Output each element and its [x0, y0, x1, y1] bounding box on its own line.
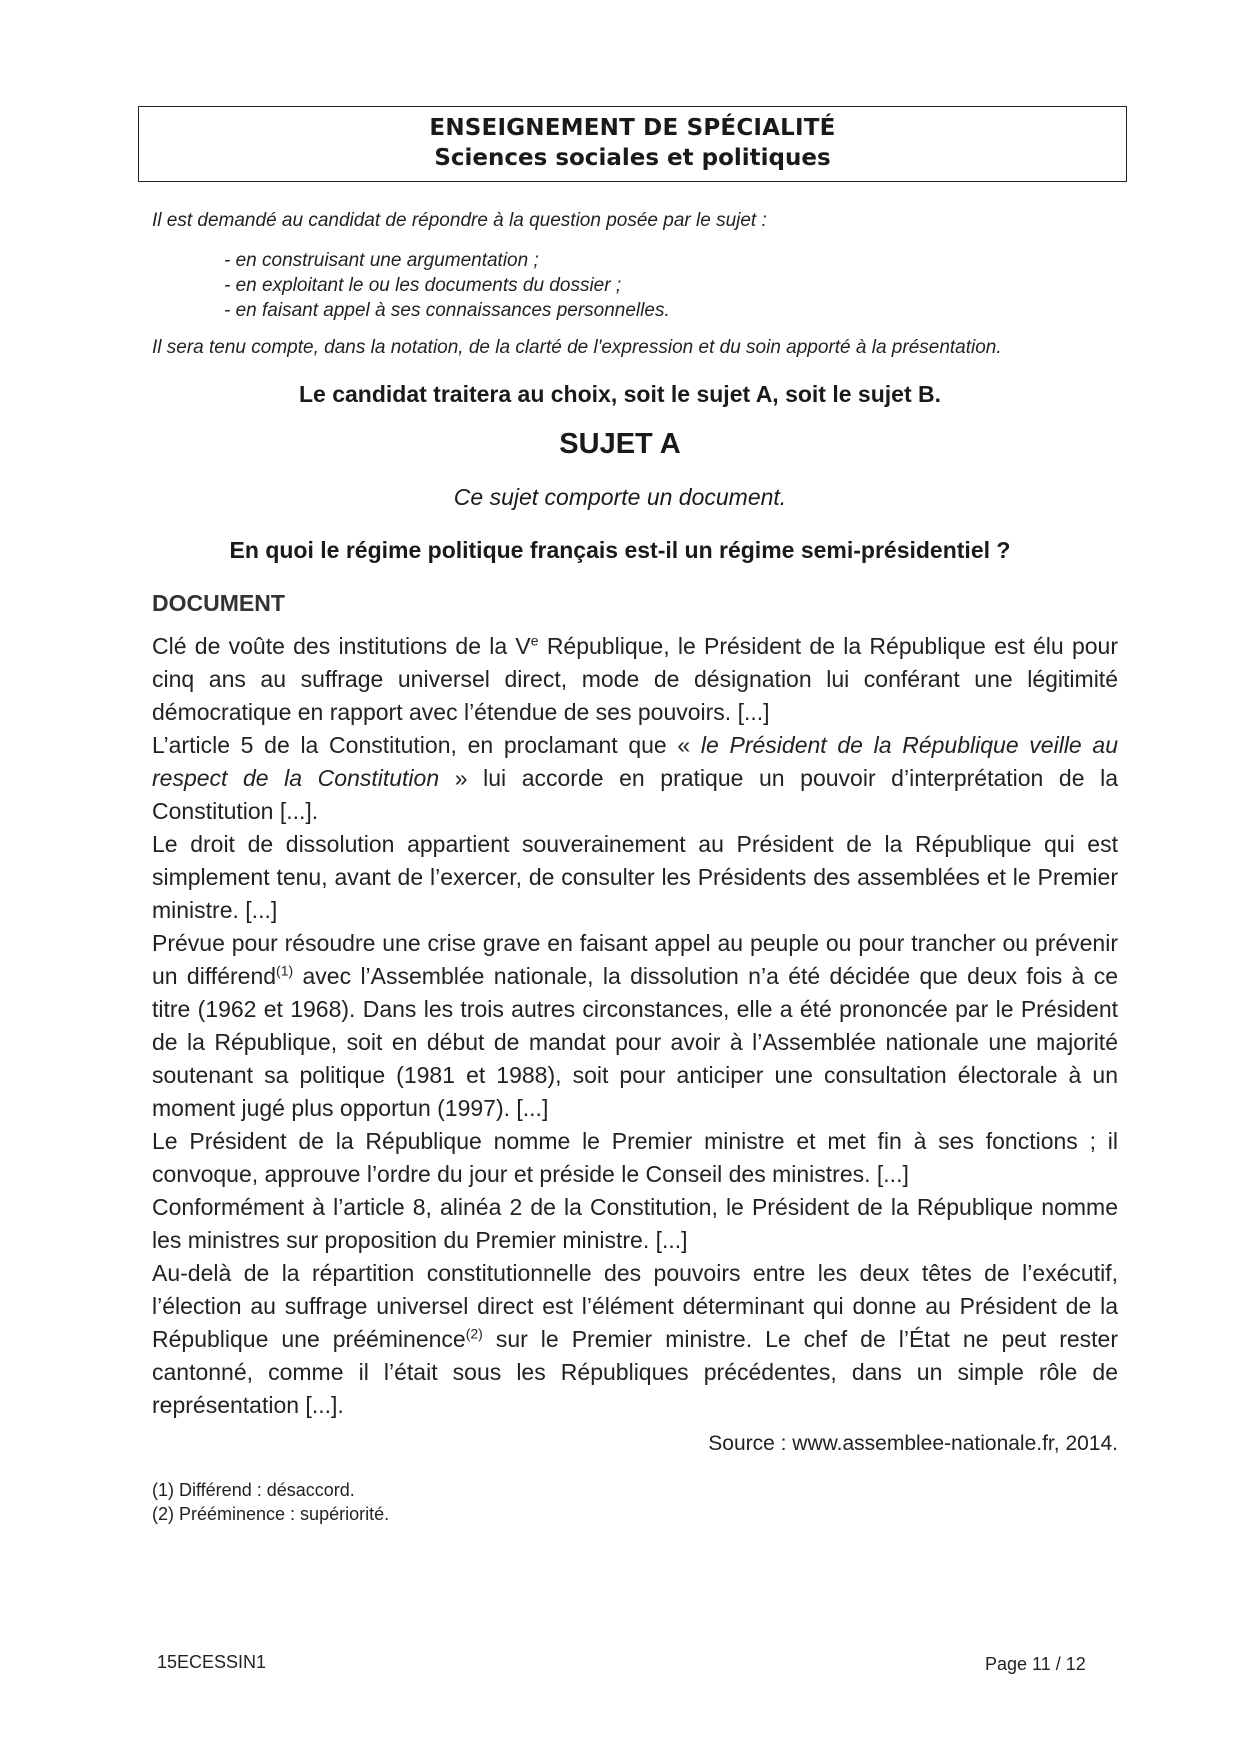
footnote-ref: (2)	[465, 1325, 483, 1342]
subject-question: En quoi le régime politique français est-il un régime semi-présidentiel ?	[229, 537, 1011, 563]
text-span: République, le Président de la République est élu pour cinq ans au suffrage universel direct, mode de désignation lui conférant une légitimité démocratique en rapport avec l’étendue de ses pouvoirs. [...]	[152, 633, 1118, 725]
text-span: » lui accorde en pratique un pouvoir d’interprétation de la Constitution [...].	[152, 765, 1118, 824]
instruction-item: - en exploitant le ou les documents du dossier ;	[224, 275, 622, 296]
subject-note: Ce sujet comporte un document.	[453, 484, 787, 510]
footnote-ref: (1)	[276, 962, 294, 979]
text-span: sur le Premier ministre. Le chef de l’État ne peut rester cantonné, comme il l’était sous les Républiques précédentes, dans un simple rôle de représentation [...].	[152, 1326, 1119, 1418]
text-span: Prévue pour résoudre une crise grave en faisant appel au peuple ou pour trancher ou prévenir un différend	[152, 930, 1118, 989]
subject-title: SUJET A	[559, 428, 681, 460]
choice-statement: Le candidat traitera au choix, soit le sujet A, soit le sujet B.	[298, 381, 942, 407]
footnote-1: (1) Différend : désaccord.	[152, 1480, 355, 1500]
header-title: ENSEIGNEMENT DE SPÉCIALITÉ	[429, 115, 836, 141]
document-paragraph	[152, 630, 1118, 729]
document-paragraph: Le Président de la République nomme le Premier ministre et met fin à ses fonctions ; il convoque, approuve l’ordre du jour et préside le Conseil des ministres. [...]	[152, 1128, 1118, 1187]
footnote-2: (2) Prééminence : supériorité.	[152, 1504, 390, 1524]
exam-code: 15ECESSIN1	[157, 1652, 267, 1672]
document-text	[152, 630, 1118, 1422]
text-span: Au-delà de la répartition constitutionnelle des pouvoirs entre les deux têtes de l’exécutif, l’élection au suffrage universel direct est l’élément déterminant qui donne au Président de la République une prééminence	[152, 1260, 1118, 1352]
document-heading: DOCUMENT	[152, 590, 285, 616]
page-number: Page 11 / 12	[985, 1654, 1086, 1674]
text-span: avec l’Assemblée nationale, la dissolution n’a été décidée que deux fois à ce titre (1962 et 1968). Dans les trois autres circonstances, elle a été prononcée par le Président de la République, soit en début de mandat pour avoir à l’Assemblée nationale une majorité soutenant sa politique (1981 et 1988), soit pour anticiper une consultation électorale à un moment jugé plus opportun (1997). [...]	[152, 963, 1118, 1121]
document-paragraph: Le droit de dissolution appartient souverainement au Président de la République qui est simplement tenu, avant de l’exercer, de consulter les Présidents des assemblées et le Premier ministre. [...]	[152, 831, 1118, 923]
instruction-item: - en construisant une argumentation ;	[224, 250, 539, 271]
document-paragraph	[152, 1257, 1118, 1422]
document-paragraph	[152, 729, 1118, 828]
document-paragraph	[152, 927, 1118, 1125]
document-paragraph: Conformément à l’article 8, alinéa 2 de la Constitution, le Président de la République nomme les ministres sur proposition du Premier ministre. [...]	[152, 1194, 1118, 1253]
footnotes	[152, 1478, 389, 1526]
quote: le Président de la République veille au respect de la Constitution	[152, 732, 1118, 791]
instructions-intro: Il est demandé au candidat de répondre à la question posée par le sujet :	[152, 210, 767, 231]
instructions-notation: Il sera tenu compte, dans la notation, de la clarté de l'expression et du soin apporté à la présentation.	[152, 337, 1002, 358]
instruction-item: - en faisant appel à ses connaissances personnelles.	[224, 300, 670, 321]
superscript: e	[530, 632, 539, 649]
text-span: L’article 5 de la Constitution, en proclamant que «	[152, 732, 701, 758]
header-subtitle: Sciences sociales et politiques	[434, 145, 831, 171]
header-box	[138, 106, 1127, 182]
text-span: Clé de voûte des institutions de la V	[152, 633, 531, 659]
instructions-list	[224, 248, 670, 323]
document-source: Source : www.assemblee-nationale.fr, 2014.	[708, 1432, 1118, 1455]
